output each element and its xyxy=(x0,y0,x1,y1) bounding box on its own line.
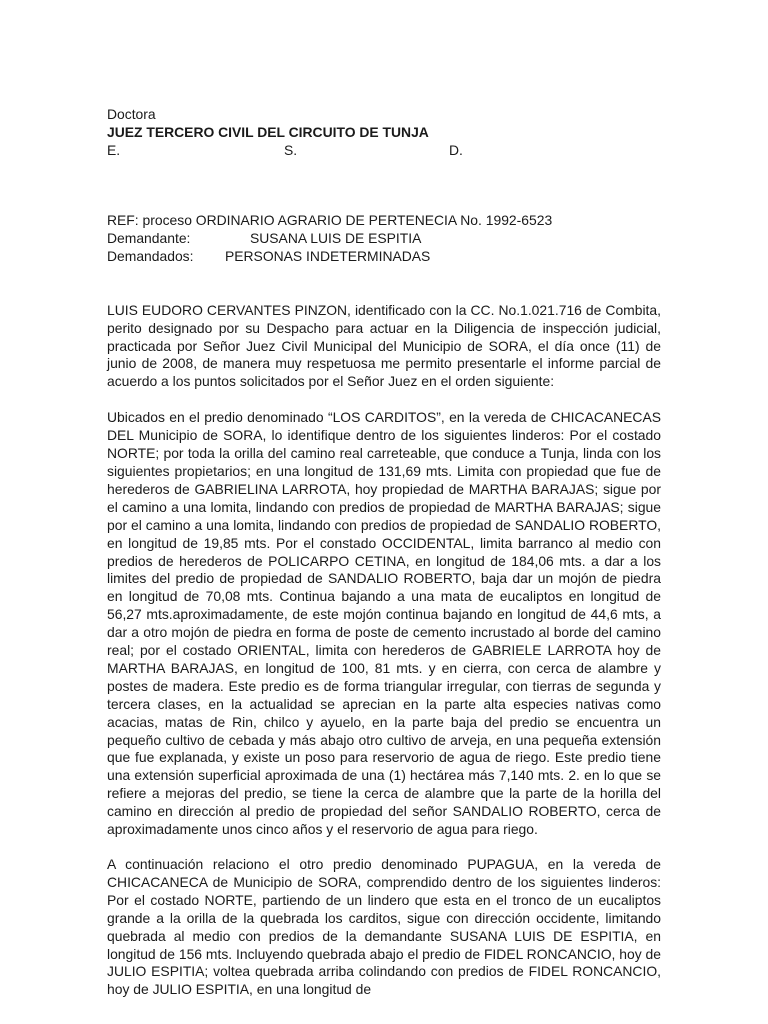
salutation: Doctora xyxy=(107,106,156,122)
pupagua-paragraph: A continuación relaciono el otro predio denominado PUPAGUA, en la vereda de CHICACANECA de Municipio de SORA, comprendido dentro de los siguientes linderos: Por el costado NORTE, partiendo de un lindero que esta en el tronco de un eucaliptos grande a la orilla de la quebrada los carditos, sigue con dirección occidente, limitando quebrada al medio con predios de la demandante SUSANA LUIS DE ESPITIA, en longitud de 156 mts. Incluyendo quebrada abajo el predio de FIDEL RONCANCIO, hoy de JULIO ESPITIA; voltea quebrada arriba colindando con predios de FIDEL RONCANCIO, hoy de JULIO ESPITIA, en una longitud de xyxy=(107,856,661,998)
letter-body xyxy=(107,106,661,999)
eds-e: E. xyxy=(107,141,121,158)
court-name: JUEZ TERCERO CIVIL DEL CIRCUITO DE TUNJA xyxy=(107,123,429,140)
defendants-value: PERSONAS INDETERMINADAS xyxy=(225,247,431,264)
addressee-block xyxy=(107,106,661,160)
eds-s: S. xyxy=(284,141,298,158)
reference-line: REF: proceso ORDINARIO AGRARIO DE PERTENECIA No. 1992-6523 xyxy=(107,211,553,228)
los-carditos-paragraph: Ubicados en el predio denominado “LOS CARDITOS”, en la vereda de CHICACANECAS DEL Municipio de SORA, lo identifique dentro de los siguientes linderos: Por el costado NORTE; por toda la orilla del camino real carreteable, que conduce a Tunja, linda con los siguientes propietarios; en una longitud de 131,69 mts. Limita con propiedad que fue de herederos de GABRIELINA LARROTA, hoy propiedad de MARTHA BARAJAS; sigue por el camino a una lomita, lindando con predios de propiedad de MARTHA BARAJAS; sigue por el camino a una lomita, lindando con predios de propiedad de SANDALIO ROBERTO, en longitud de 19,85 mts. Por el constado OCCIDENTAL, limita barranco al medio con predios de herederos de POLICARPO CETINA, en longitud de 184,06 mts. a dar a los limites del predio de propiedad de SANDALIO ROBERTO, baja dar un mojón de piedra en longitud de 70,08 mts. Continua bajando a una mata de eucaliptos en longitud de 56,27 mts.aproximadamente, de este mojón continua bajando en longitud de 44,6 mts, a dar a otro mojón de piedra en forma de poste de cemento incrustado al borde del camino real; por el costado ORIENTAL, limita con herederos de GABRIELE LARROTA hoy de MARTHA BARAJAS, en longitud de 100, 81 mts. y en cierra, con cerca de alambre y postes de madera. Este predio es de forma triangular irregular, con tierras de segunda y tercera clases, en la actualidad se aprecian en la parte alta especies nativas como acacias, matas de Rin, chilco y ayuelo, en la parte baja del predio se encuentra un pequeño cultivo de cebada y más abajo otro cultivo de arveja, en una pequeña extensión que fue explanada, y existe un poso para reservorio de agua de riego. Este predio tiene una extensión superficial aproximada de una (1) hectárea más 7,140 mts. 2. en lo que se refiere a mejoras del predio, se tiene la cerca de alambre que la parte de la horilla del camino en dirección al predio de propiedad del señor SANDALIO ROBERTO, cerca de aproximadamente unos cinco años y el reservorio de agua para riego. xyxy=(107,409,661,838)
defendants-label: Demandados: xyxy=(107,247,194,264)
defendants-row xyxy=(107,248,661,266)
intro-paragraph: LUIS EUDORO CERVANTES PINZON, identificado con la CC. No.1.021.716 de Combita, perito designado por su Despacho para actuar en la Diligencia de inspección judicial, practicada por Señor Juez Civil Municipal del Municipio de SORA, el día once (11) de junio de 2008, de manera muy respetuosa me permito presentarle el informe parcial de acuerdo a los puntos solicitados por el Señor Juez en el orden siguiente: xyxy=(107,301,661,390)
plaintiff-value: SUSANA LUIS DE ESPITIA xyxy=(250,229,422,246)
plaintiff-row xyxy=(107,230,661,248)
plaintiff-label: Demandante: xyxy=(107,229,191,246)
eds-line xyxy=(107,142,661,160)
reference-block xyxy=(107,212,661,266)
eds-d: D. xyxy=(449,141,463,158)
